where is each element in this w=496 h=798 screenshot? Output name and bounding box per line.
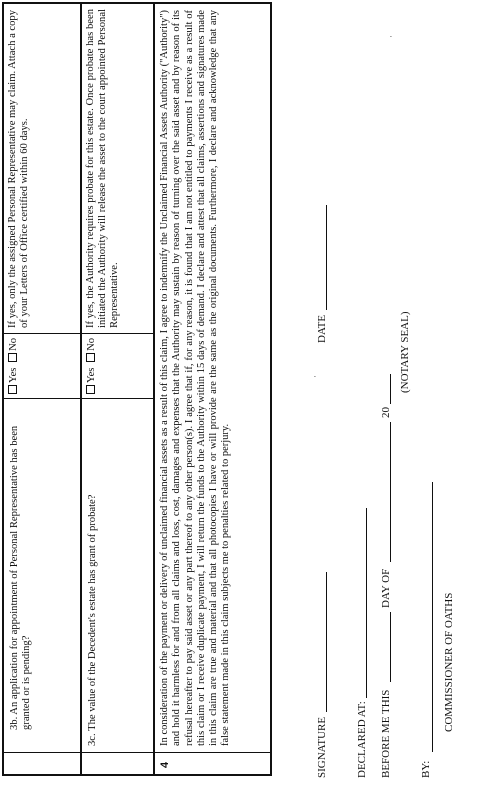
signature-label: SIGNATURE (316, 716, 328, 778)
indemnity-declaration: In consideration of the payment or delivery of unclaimed financial assets as a result of this claim, I agree to indemnify the Unclaimed Financial Assets Authority ("Authority") and hold it harmless for and from all claims and loss, cost, damages and expenses that the Authority may sustain by reason of turning over the said asset and by reason of its refusal hereafter to pay said asset or any part thereof to any other person(s). I agree that if, for any reason, it is found that I am not entitled to payments I receive as a result of this claim or I receive duplicate payment, I will return the funds to the Authority within 15 days of demand. I declare and attest that all claims, assertions and signatures made in this claim are true and material and that all photocopies I have or will provide are the same as the original documents. Furthermore, I declare and acknowledge that any false statement made in this claim subjects me to penalties related to perjury. (159, 10, 232, 746)
row-number-cell (155, 752, 270, 774)
note-3c: If yes, the Authority requires probate for this estate. Once probate has been initiated the Authority will release the asset to the court appointed Personal Representative. (85, 9, 120, 328)
day-line[interactable] (390, 612, 391, 682)
commissioner-label: COMMISSIONER OF OATHS (443, 592, 455, 732)
date-label: DATE (316, 314, 328, 343)
before-me-label: BEFORE ME THIS (380, 689, 392, 778)
scan-speck: · (386, 35, 396, 38)
note-3b: If yes, only the assigned Personal Representative may claim. Attach a copy of your Letters of Office certified within 60 days. (7, 9, 30, 328)
yes-label: Yes (86, 367, 97, 383)
yes-no-options-3b (4, 333, 80, 398)
table-row-4 (155, 4, 270, 774)
yes-label: Yes (8, 367, 19, 383)
declared-at-label: DECLARED AT: (356, 701, 368, 778)
notary-seal-label: (NOTARY SEAL) (399, 311, 411, 393)
by-line[interactable] (432, 482, 433, 752)
table-row-3b (4, 4, 82, 774)
declared-at-line[interactable] (366, 508, 367, 698)
yes-checkbox-3b[interactable] (8, 385, 17, 394)
month-line[interactable] (390, 422, 391, 562)
signature-line[interactable] (326, 572, 327, 712)
table-row-3c (82, 4, 155, 774)
date-line[interactable] (326, 205, 327, 310)
year-line[interactable] (390, 374, 391, 404)
by-label: BY: (420, 760, 432, 778)
claim-questions-table (2, 2, 272, 776)
no-label: No (8, 337, 19, 351)
row-number-4: 4 (159, 761, 171, 768)
yes-checkbox-3c[interactable] (86, 385, 95, 394)
question-3c: 3c. The value of the Decedent's estate has grant of probate? (82, 398, 153, 752)
question-3b: 3b. An application for appointment of Personal Representative has been granted or is pending? (4, 398, 80, 752)
no-label: No (86, 337, 97, 351)
scan-speck: · (310, 375, 320, 378)
yes-no-options-3c (82, 333, 153, 398)
row-number-cell (4, 752, 80, 774)
no-checkbox-3c[interactable] (86, 353, 95, 362)
no-checkbox-3b[interactable] (8, 353, 17, 362)
year-prefix: 20 (380, 407, 392, 418)
day-of-label: DAY OF (380, 568, 392, 608)
row-number-cell (82, 752, 153, 774)
